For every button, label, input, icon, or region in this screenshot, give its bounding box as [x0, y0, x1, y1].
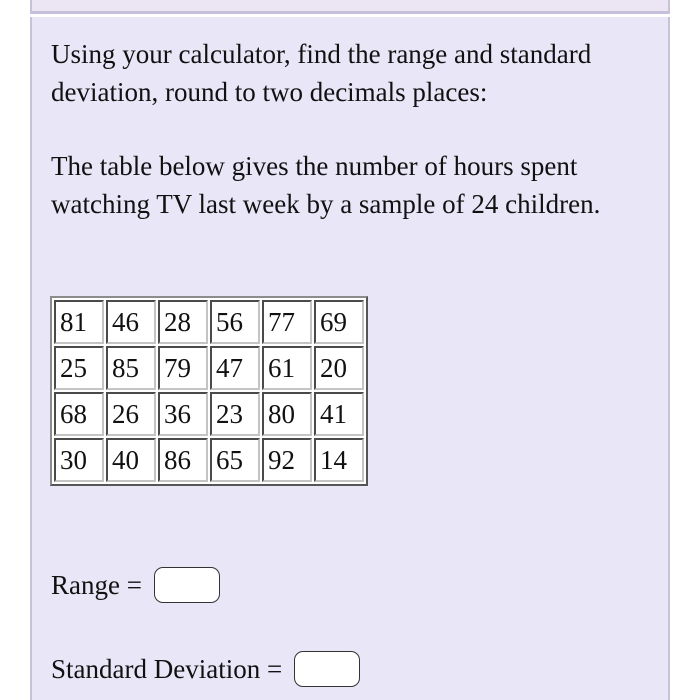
previous-panel-edge	[30, 0, 670, 14]
table-cell: 80	[262, 392, 312, 436]
range-input[interactable]	[154, 567, 220, 603]
table-cell: 61	[262, 346, 312, 390]
standard-deviation-label: Standard Deviation =	[51, 654, 283, 684]
description-text: The table below gives the number of hours spent watching TV last week by a sample of 24 children.	[51, 151, 601, 219]
table-cell: 28	[158, 300, 208, 344]
table-row	[54, 346, 364, 390]
table-row	[54, 438, 364, 482]
standard-deviation-row	[51, 650, 360, 688]
table-cell: 77	[262, 300, 312, 344]
table-cell: 14	[314, 438, 364, 482]
table-cell: 41	[314, 392, 364, 436]
table-cell: 92	[262, 438, 312, 482]
table-cell: 79	[158, 346, 208, 390]
table-cell: 30	[54, 438, 104, 482]
table-cell: 81	[54, 300, 104, 344]
table-cell: 25	[54, 346, 104, 390]
instruction-text: Using your calculator, find the range and standard deviation, round to two decimals places:	[51, 39, 592, 107]
table-row	[54, 300, 364, 344]
table-cell: 46	[106, 300, 156, 344]
table-cell: 69	[314, 300, 364, 344]
question-panel	[30, 17, 670, 700]
hours-table	[50, 296, 368, 486]
table-cell: 20	[314, 346, 364, 390]
table-cell: 65	[210, 438, 260, 482]
range-row	[51, 566, 220, 604]
table-cell: 47	[210, 346, 260, 390]
table-cell: 56	[210, 300, 260, 344]
table-cell: 40	[106, 438, 156, 482]
range-label: Range =	[51, 570, 142, 600]
table-cell: 36	[158, 392, 208, 436]
table-row	[54, 392, 364, 436]
table-cell: 85	[106, 346, 156, 390]
table-cell: 26	[106, 392, 156, 436]
standard-deviation-input[interactable]	[294, 651, 360, 687]
table-cell: 23	[210, 392, 260, 436]
table-cell: 86	[158, 438, 208, 482]
table-cell: 68	[54, 392, 104, 436]
